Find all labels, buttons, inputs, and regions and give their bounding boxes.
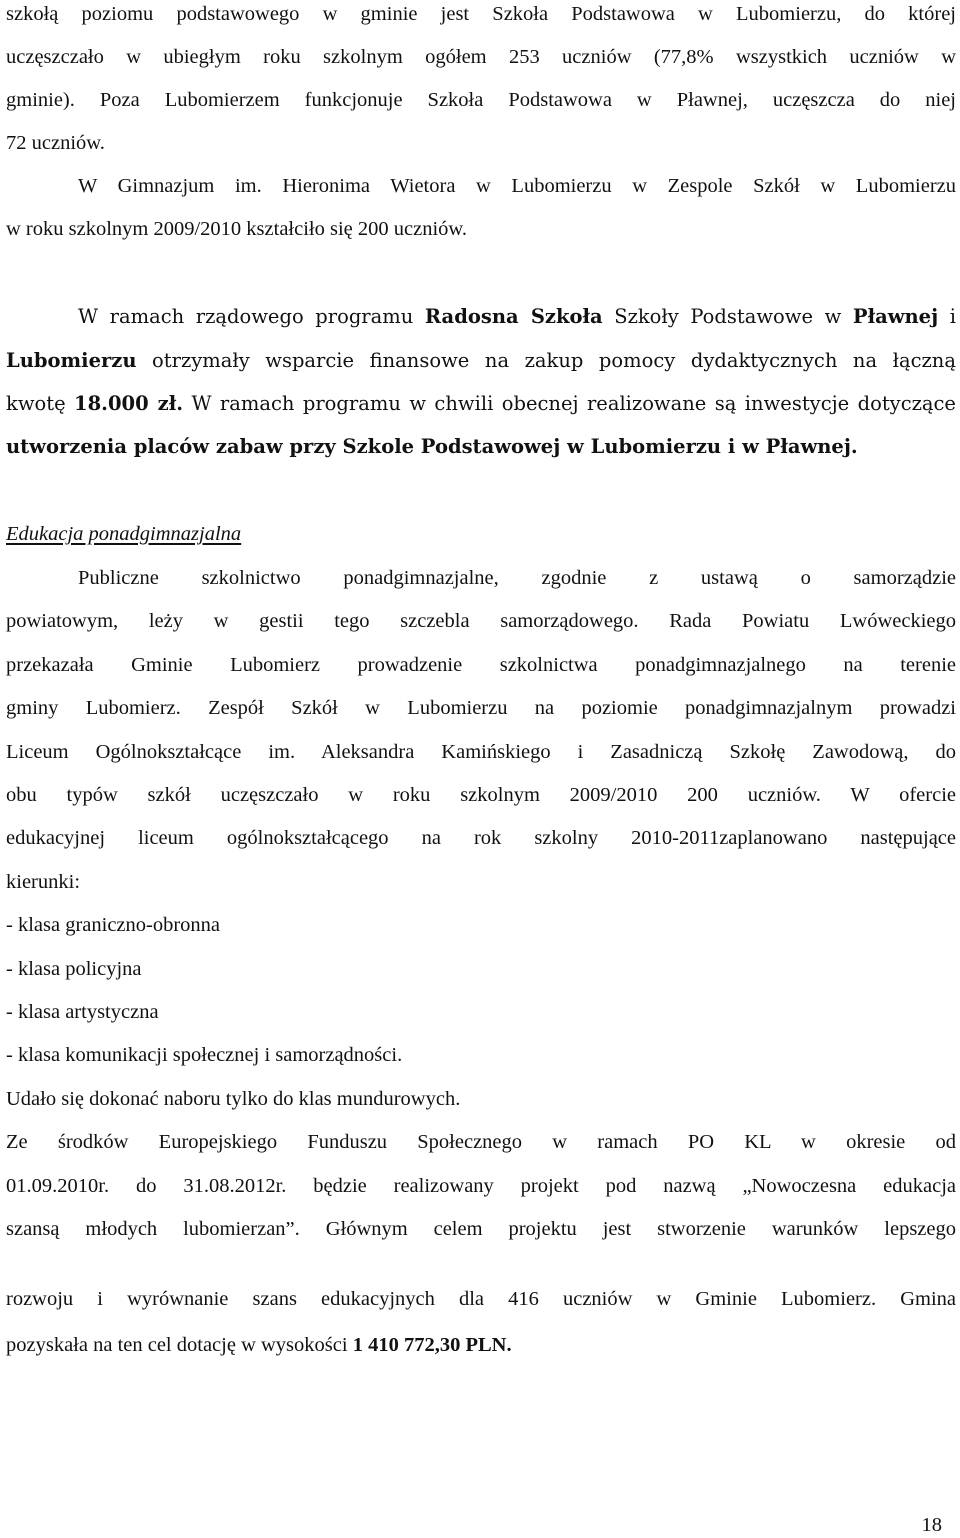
place-name: Lubomierzu [6,349,137,372]
text-line: rozwoju i wyrównanie szans edukacyjnych dla 416 uczniów w Gminie Lubomierz. Gmina [6,1288,956,1310]
list-item: - klasa graniczno-obronna [6,914,221,936]
text-run: W ramach rządowego programu [78,305,425,328]
text-line: w roku szkolnym 2009/2010 kształciło się 200 uczniów. [6,218,467,240]
amount: 1 410 772,30 PLN. [352,1334,512,1356]
amount: 18.000 zł. [74,392,184,415]
text-line: gminy Lubomierz. Zespół Szkół w Lubomierzu na poziomie ponadgimnazjalnym prowadzi [6,697,956,719]
text-run: i [938,305,956,328]
text-line: 01.09.2010r. do 31.08.2012r. będzie realizowany projekt pod nazwą „Nowoczesna edukacja [6,1175,956,1197]
text-line [6,391,956,417]
text-line: Ze środków Europejskiego Funduszu Społecznego w ramach PO KL w okresie od [6,1131,956,1153]
text-line: kierunki: [6,871,81,893]
text-line: szkołą poziomu podstawowego w gminie jest Szkoła Podstawowa w Lubomierzu, do której [6,3,956,25]
text-line: gminie). Poza Lubomierzem funkcjonuje Szkoła Podstawowa w Pławnej, uczęszcza do niej [6,89,956,111]
text-line [6,434,956,460]
list-item: - klasa komunikacji społecznej i samorządności. [6,1044,403,1066]
text-line: obu typów szkół uczęszczało w roku szkolnym 2009/2010 200 uczniów. W ofercie [6,784,956,806]
text-run: kwotę [6,392,75,415]
bold-statement: utworzenia placów zabaw przy Szkole Podstawowej w Lubomierzu i w Pławnej. [6,435,858,458]
text-line: Liceum Ogólnokształcące im. Aleksandra Kamińskiego i Zasadniczą Szkołę Zawodową, do [6,741,956,763]
page-number: 18 [921,1514,942,1536]
text-line: szansą młodych lubomierzan”. Głównym celem projektu jest stworzenie warunków lepszego [6,1218,956,1240]
text-line: uczęszczało w ubiegłym roku szkolnym ogółem 253 uczniów (77,8% wszystkich uczniów w [6,46,956,68]
text-run: Szkoły Podstawowe w [602,305,853,328]
text-run: otrzymały wsparcie finansowe na zakup pomocy dydaktycznych na łączną [136,349,956,372]
text-line: przekazała Gminie Lubomierz prowadzenie szkolnictwa ponadgimnazjalnego na terenie [6,654,956,676]
text-run: W ramach programu w chwili obecnej realizowane są inwestycje dotyczące [183,392,956,415]
text-line: 72 uczniów. [6,132,105,154]
text-line: powiatowym, leży w gestii tego szczebla samorządowego. Rada Powiatu Lwóweckiego [6,610,956,632]
text-line [78,304,956,330]
place-name: Pławnej [852,305,939,328]
text-line: edukacyjnej liceum ogólnokształcącego na rok szkolny 2010-2011zaplanowano następujące [6,827,956,849]
program-name: Radosna Szkoła [424,305,603,328]
text-line: Publiczne szkolnictwo ponadgimnazjalne, zgodnie z ustawą o samorządzie [78,567,956,589]
list-item: - klasa artystyczna [6,1001,159,1023]
text-line: W Gimnazjum im. Hieronima Wietora w Lubomierzu w Zespole Szkół w Lubomierzu [78,175,956,197]
text-run: pozyskała na ten cel dotację w wysokości [6,1334,353,1356]
text-line [6,348,956,374]
text-line [6,1332,956,1358]
text-line: Udało się dokonać naboru tylko do klas mundurowych. [6,1088,461,1110]
list-item: - klasa policyjna [6,958,142,980]
section-heading: Edukacja ponadgimnazjalna [6,523,242,545]
